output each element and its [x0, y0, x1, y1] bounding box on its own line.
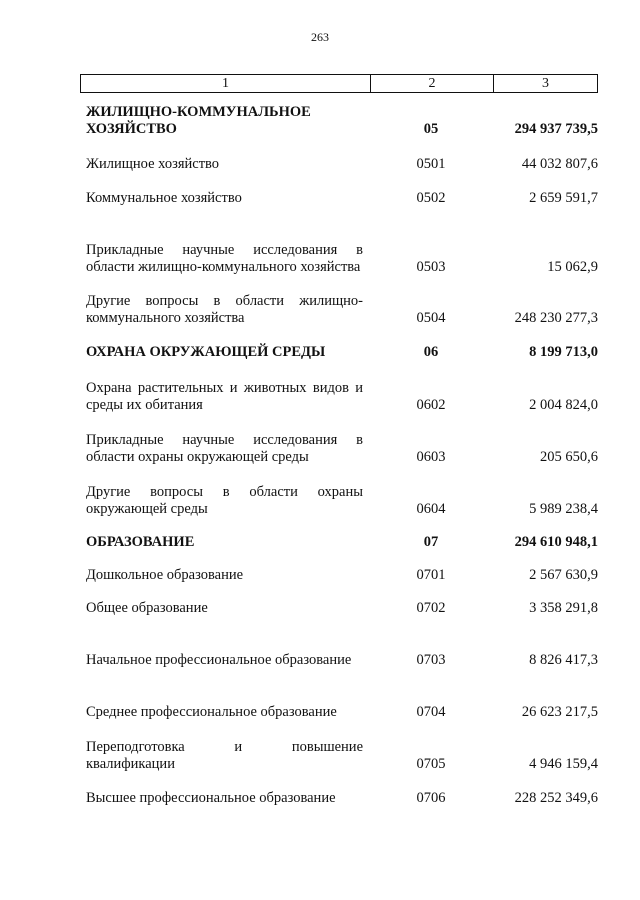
row-name: Среднее профессиональное образование	[86, 704, 337, 720]
row-name: Другие вопросы в области жилищно-коммунального хозяйства	[86, 293, 363, 326]
table-row	[86, 566, 598, 584]
table-row	[86, 685, 598, 721]
row-amount: 5 989 238,4	[529, 501, 598, 517]
row-name: Коммунальное хозяйство	[86, 190, 242, 206]
row-amount: 2 004 824,0	[529, 397, 598, 413]
row-amount: 8 199 713,0	[529, 344, 598, 360]
row-amount: 2 659 591,7	[529, 190, 598, 206]
row-code: 0706	[416, 790, 446, 806]
row-amount: 205 650,6	[540, 449, 598, 465]
row-code: 06	[423, 344, 439, 360]
table-row	[86, 737, 598, 773]
row-amount: 294 937 739,5	[514, 121, 598, 137]
row-code: 0603	[416, 449, 446, 465]
page-number: 263	[311, 30, 329, 44]
row-code: 0602	[416, 397, 446, 413]
row-code: 0503	[416, 259, 446, 275]
row-code: 0705	[416, 756, 446, 772]
table-row	[86, 482, 598, 518]
row-name: Другие вопросы в области охраны окружающей среды	[86, 484, 363, 517]
header-col-2: 2	[371, 75, 494, 92]
row-code: 07	[423, 534, 439, 550]
row-name: Охрана растительных и животных видов и среды их обитания	[86, 380, 363, 413]
table-row	[86, 599, 598, 617]
row-amount: 294 610 948,1	[514, 534, 598, 550]
row-code: 0501	[416, 156, 446, 172]
row-amount: 2 567 630,9	[529, 567, 598, 583]
table-row	[86, 430, 598, 466]
table-row	[86, 378, 598, 414]
row-amount: 3 358 291,8	[529, 600, 598, 616]
row-name: Начальное профессиональное образование	[86, 652, 352, 668]
row-name: Дошкольное образование	[86, 567, 244, 583]
row-amount: 44 032 807,6	[521, 156, 598, 172]
table-row	[86, 222, 598, 276]
row-name: Общее образование	[86, 600, 208, 616]
section-row	[86, 533, 598, 551]
row-amount: 248 230 277,3	[514, 310, 598, 326]
row-name: Прикладные научные исследования в области жилищно-коммунального хозяйства	[86, 242, 363, 275]
row-amount: 8 826 417,3	[529, 652, 598, 668]
section-row	[86, 343, 598, 361]
row-code: 0502	[416, 190, 446, 206]
row-name: Переподготовка и повышение квалификации	[86, 739, 363, 772]
table-row	[86, 633, 598, 669]
row-name: Прикладные научные исследования в области охраны окружающей среды	[86, 432, 363, 465]
table-row	[86, 155, 598, 173]
row-amount: 26 623 217,5	[521, 704, 598, 720]
row-name: ОБРАЗОВАНИЕ	[86, 534, 195, 550]
row-code: 0701	[416, 567, 446, 583]
row-code: 0504	[416, 310, 446, 326]
row-name: ЖИЛИЩНО-КОММУНАЛЬНОЕ ХОЗЯЙСТВО	[86, 104, 311, 137]
row-code: 0703	[416, 652, 446, 668]
row-amount: 15 062,9	[547, 259, 598, 275]
row-name: ОХРАНА ОКРУЖАЮЩЕЙ СРЕДЫ	[86, 344, 326, 360]
header-col-3: 3	[542, 76, 549, 91]
row-name: Высшее профессиональное образование	[86, 790, 336, 806]
header-col-1: 1	[81, 75, 371, 92]
row-amount: 228 252 349,6	[514, 790, 598, 806]
row-code: 0604	[416, 501, 446, 517]
section-row	[86, 102, 598, 138]
table-row	[86, 789, 598, 807]
row-code: 0704	[416, 704, 446, 720]
table-row	[86, 189, 598, 207]
table-header-row	[80, 74, 598, 93]
row-code: 05	[423, 121, 439, 137]
row-amount: 4 946 159,4	[529, 756, 598, 772]
row-name: Жилищное хозяйство	[86, 156, 220, 172]
row-code: 0702	[416, 600, 446, 616]
table-row	[86, 291, 598, 327]
